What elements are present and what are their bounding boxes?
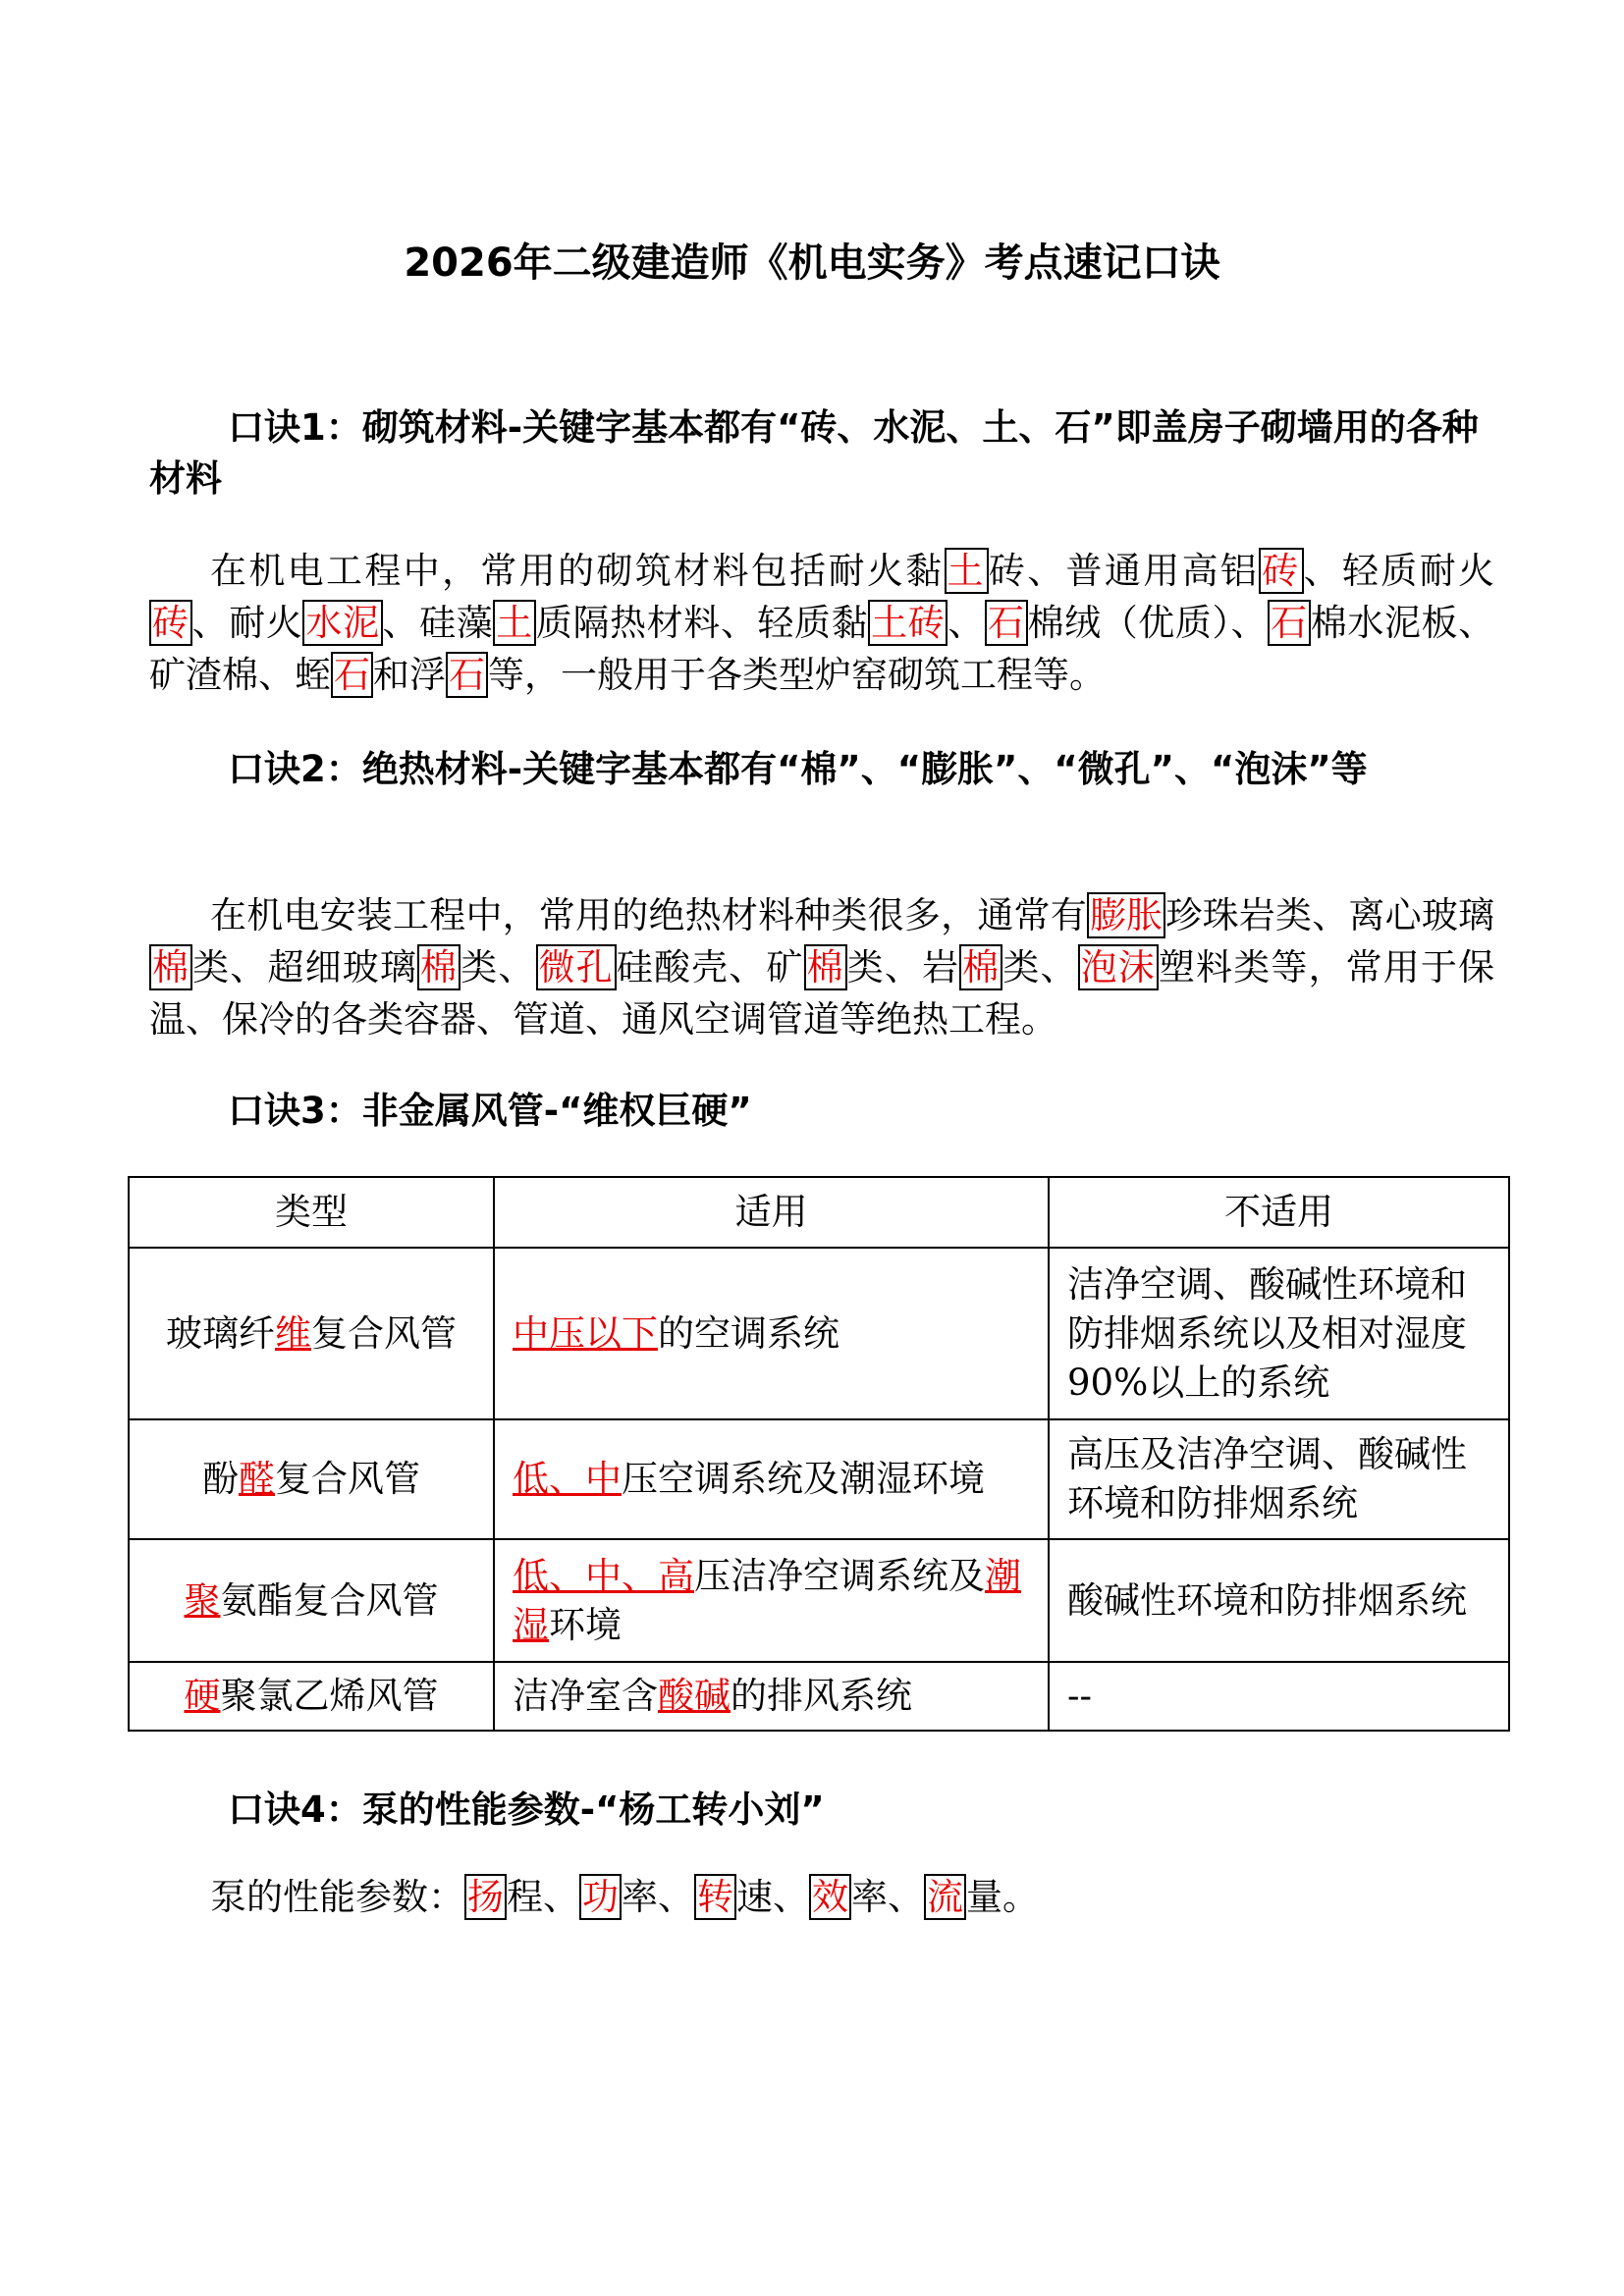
keyword-box: 土	[493, 600, 536, 646]
table-row	[129, 1248, 1509, 1419]
text-run: 洁净空调、酸碱性环境和防排烟系统以及相对湿度 90%以上的系统	[1067, 1262, 1467, 1404]
text-run: 、耐火	[191, 602, 303, 644]
text-run: 泵的性能参数：	[210, 1876, 464, 1918]
keyword-box: 砖	[149, 600, 192, 646]
keyword-box: 膨胀	[1087, 892, 1165, 938]
table-cell-unsuit	[1049, 1539, 1509, 1662]
table-row	[129, 1539, 1509, 1662]
keyword-underline: 聚	[184, 1578, 221, 1622]
keyword-box: 砖	[1259, 548, 1303, 594]
keyword-box: 棉	[417, 944, 460, 990]
table-cell-suit	[494, 1248, 1049, 1419]
keyword-box: 土	[945, 548, 989, 594]
text-run: 类、岩	[846, 946, 960, 988]
keyword-underline: 醛	[239, 1458, 275, 1500]
keyword-box: 石	[331, 652, 373, 698]
text-run: 、硅藻	[382, 602, 494, 644]
section1-body	[149, 545, 1494, 701]
keyword-box: 转	[694, 1874, 736, 1920]
text-run: --	[1067, 1675, 1093, 1717]
section2-body	[149, 889, 1494, 1045]
text-run: 酚	[202, 1458, 239, 1500]
text-run: 等，一般用于各类型炉窑砌筑工程等。	[488, 654, 1106, 696]
keyword-box: 棉	[959, 944, 1002, 990]
keyword-box: 石	[446, 652, 488, 698]
keyword-box: 水泥	[302, 600, 382, 646]
table-cell-suit	[494, 1419, 1049, 1539]
section4-body	[149, 1871, 1494, 1923]
keyword-box: 棉	[804, 944, 847, 990]
keyword-box: 微孔	[536, 944, 617, 990]
keyword-box: 石	[1268, 600, 1311, 646]
text-run: 塑料类等，常用于保温、保冷的各类容器、管道、通风空调管道等绝热工程。	[149, 946, 1495, 1041]
text-run: 率、	[622, 1876, 694, 1918]
text-run: 类、	[1002, 946, 1078, 988]
keyword-underline: 酸碱	[658, 1675, 731, 1717]
text-run: 率、	[851, 1876, 924, 1918]
text-run: 类、超细玻璃	[192, 946, 418, 988]
text-run: 聚氯乙烯风管	[220, 1675, 439, 1717]
keyword-box: 石	[985, 600, 1028, 646]
keyword-box: 棉	[149, 944, 192, 990]
text-run: 程、	[507, 1876, 579, 1918]
text-run: 酸碱性环境和防排烟系统	[1067, 1578, 1467, 1622]
text-run: 氨酯复合风管	[220, 1578, 439, 1622]
duct-table	[128, 1176, 1510, 1732]
keyword-underline: 低、中、高	[513, 1554, 694, 1597]
keyword-box: 土砖	[868, 600, 947, 646]
keyword-underline: 潮湿	[513, 1554, 1021, 1646]
keyword-box: 流	[924, 1874, 966, 1920]
text-run: 砖、普通用高铝	[988, 550, 1260, 592]
text-run: 玻璃纤	[166, 1311, 275, 1355]
text-run: 速、	[736, 1876, 809, 1918]
keyword-underline: 中压以下	[513, 1311, 658, 1355]
table-cell-type	[129, 1539, 494, 1662]
text-run: 复合风管	[275, 1458, 420, 1500]
text-run: 洁净室含	[513, 1675, 658, 1717]
section4-heading: 口诀4：泵的性能参数-“杨工转小刘”	[228, 1789, 825, 1831]
text-run: 和浮	[373, 654, 446, 696]
table-cell-unsuit	[1049, 1662, 1509, 1731]
section3-heading: 口诀3：非金属风管-“维权巨硬”	[228, 1090, 752, 1132]
keyword-box: 功	[579, 1874, 622, 1920]
text-run: 棉绒（优质）、	[1027, 602, 1269, 644]
page-title: 2026年二级建造师《机电实务》考点速记口诀	[404, 240, 1220, 286]
table-cell-type	[129, 1662, 494, 1731]
text-run: 量。	[966, 1876, 1039, 1918]
table-header-type: 类型	[129, 1177, 494, 1248]
keyword-underline: 低、中	[513, 1458, 622, 1500]
table-cell-suit	[494, 1539, 1049, 1662]
keyword-underline: 维	[275, 1311, 311, 1355]
section1-heading: 口诀1：砌筑材料-关键字基本都有“砖、水泥、土、石”即盖房子砌墙用的各种材料	[149, 406, 1479, 500]
text-run: 质隔热材料、轻质黏	[535, 602, 869, 644]
keyword-underline: 硬	[184, 1675, 221, 1717]
text-run: 压洁净空调系统及	[694, 1554, 985, 1597]
text-run: 复合风管	[311, 1311, 457, 1355]
text-run: 环境	[549, 1603, 622, 1646]
text-run: 、轻质耐火	[1303, 550, 1494, 592]
text-run: 高压及洁净空调、酸碱性环境和防排烟系统	[1067, 1433, 1467, 1524]
text-run: 、	[947, 602, 985, 644]
text-run: 硅酸壳、矿	[616, 946, 804, 988]
text-run: 珍珠岩类、离心玻璃	[1165, 894, 1495, 936]
keyword-box: 扬	[464, 1874, 507, 1920]
text-run: 的空调系统	[658, 1311, 839, 1355]
text-run: 压空调系统及潮湿环境	[622, 1458, 985, 1500]
table-cell-unsuit	[1049, 1419, 1509, 1539]
table-row	[129, 1419, 1509, 1539]
text-run: 在机电安装工程中，常用的绝热材料种类很多，通常有	[210, 894, 1087, 936]
table-header-unsuit: 不适用	[1049, 1177, 1509, 1248]
text-run: 类、	[460, 946, 536, 988]
table-cell-type	[129, 1419, 494, 1539]
text-run: 棉水泥板、矿渣棉、蛭	[149, 602, 1495, 696]
table-header-suit: 适用	[494, 1177, 1049, 1248]
table-cell-suit	[494, 1662, 1049, 1731]
keyword-box: 泡沫	[1078, 944, 1159, 990]
text-run: 的排风系统	[731, 1675, 912, 1717]
text-run: 在机电工程中，常用的砌筑材料包括耐火黏	[210, 550, 945, 592]
table-row	[129, 1662, 1509, 1731]
keyword-box: 效	[809, 1874, 851, 1920]
section2-heading: 口诀2：绝热材料-关键字基本都有“棉”、“膨胀”、“微孔”、“泡沫”等	[228, 748, 1368, 790]
table-cell-unsuit	[1049, 1248, 1509, 1419]
table-cell-type	[129, 1248, 494, 1419]
